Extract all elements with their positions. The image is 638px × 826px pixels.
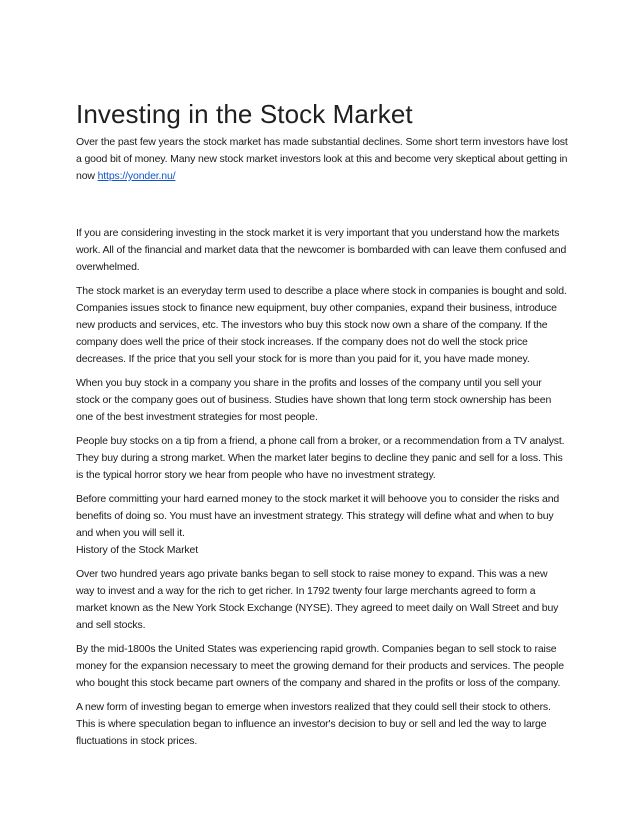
paragraph-history-origins: Over two hundred years ago private banks began to sell stock to raise money to expand. This was a new way to invest and a way for the rich to get richer. In 1792 twenty four large merchants agreed to form a market known as the New York Stock Exchange (NYSE). They agreed to meet daily on Wall Street and buy and sell stocks. xyxy=(76,568,559,631)
document-body xyxy=(76,96,568,757)
paragraph-history-speculation: A new form of investing began to emerge when investors realized that they could sell their stock to others. This is where speculation began to influence an investor's decision to buy or sell and led the way to large fluctuations in stock prices. xyxy=(76,701,551,747)
paragraph-understanding-markets: If you are considering investing in the stock market it is very important that you understand how the markets work. All of the financial and market data that the newcomer is bombarded with can leave them confused and overwhelmed. xyxy=(76,227,567,273)
paragraph-investment-strategy-story: People buy stocks on a tip from a friend, a phone call from a broker, or a recommendation from a TV analyst. They buy during a strong market. When the market later begins to decline they panic and sell for a loss. This is the typical horror story we hear from people who have no investment strategy. xyxy=(76,435,565,481)
document-title: Investing in the Stock Market xyxy=(76,99,413,129)
intro-text: Over the past few years the stock market has made substantial declines. Some short term investors have lost a good bit of money. Many new stock market investors look at this and become very skeptical about getting in now xyxy=(76,136,568,182)
paragraph-history-1800s: By the mid-1800s the United States was experiencing rapid growth. Companies began to sell stock to raise money for the expansion necessary to meet the growing demand for their products and services. The people who bought this stock became part owners of the company and shared in the profits or loss of the company. xyxy=(76,643,564,689)
paragraph-stock-market-definition: The stock market is an everyday term used to describe a place where stock in companies is bought and sold. Companies issues stock to finance new equipment, buy other companies, expand their business, introduce new products and services, etc. The investors who buy this stock now own a share of the company. If the company does well the price of their stock increases. If the company does not do well the stock price decreases. If the price that you sell your stock for is more than you paid for it, you have made money. xyxy=(76,285,567,365)
paragraph-share-profits: When you buy stock in a company you share in the profits and losses of the company until you sell your stock or the company goes out of business. Studies have shown that long term stock ownership has been one of the best investment strategies for most people. xyxy=(76,377,552,423)
paragraph-before-committing: Before committing your hard earned money to the stock market it will behoove you to consider the risks and benefits of doing so. You must have an investment strategy. This strategy will define what and when to buy and when you will sell it. xyxy=(76,493,560,539)
intro-paragraph xyxy=(76,134,568,185)
yonder-link[interactable]: https://yonder.nu/ xyxy=(97,170,176,182)
section-heading-history: History of the Stock Market xyxy=(76,544,198,556)
